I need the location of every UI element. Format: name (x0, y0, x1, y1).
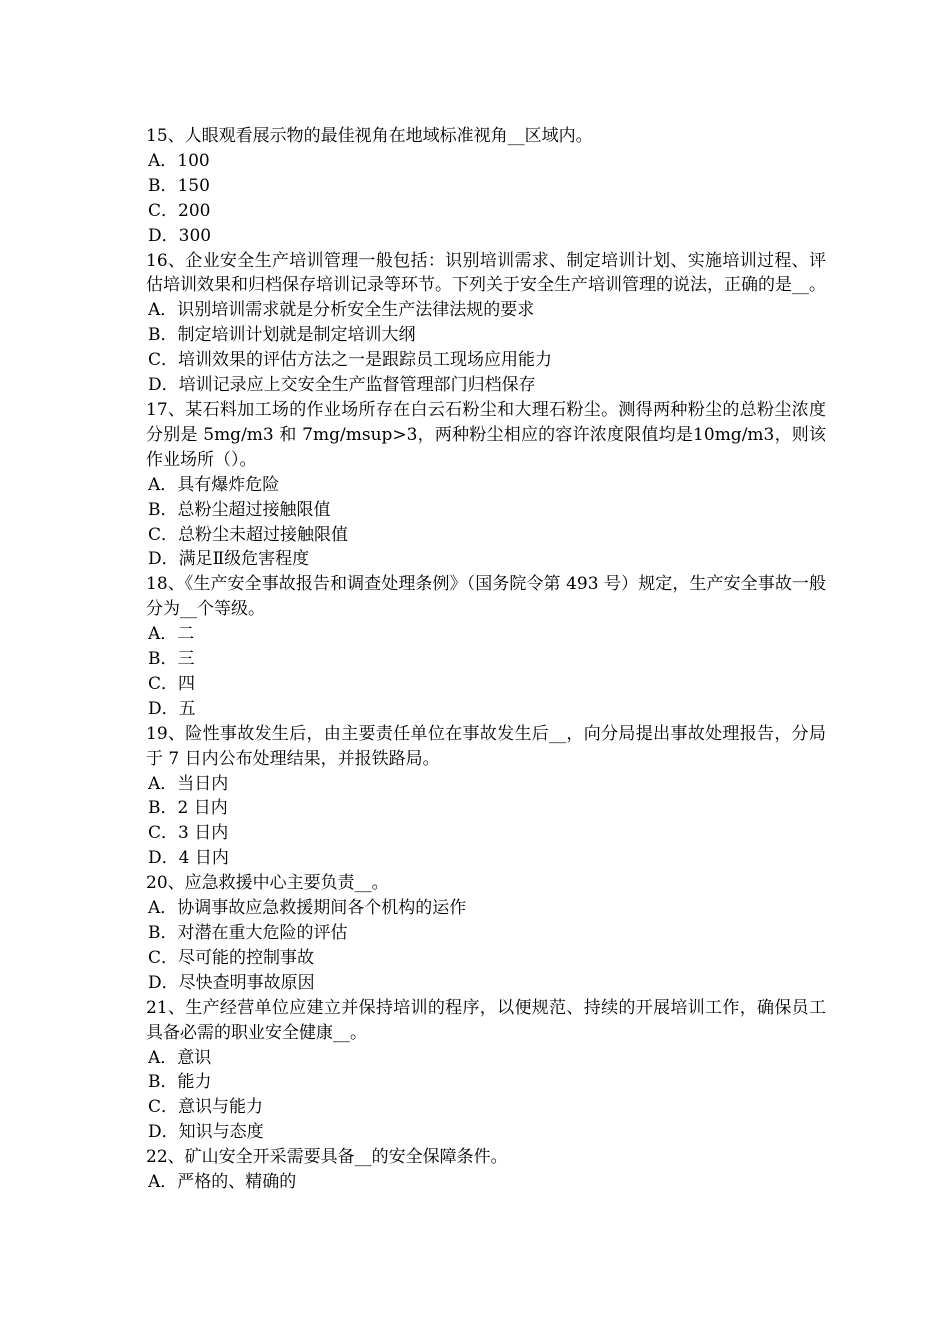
option-a: A．意识 (148, 1047, 212, 1068)
option-a: A．协调事故应急救援期间各个机构的运作 (148, 898, 467, 919)
option-b: B．能力 (148, 1072, 212, 1093)
option-d: D．4 日内 (148, 848, 229, 869)
option-a: A．具有爆炸危险 (148, 474, 280, 495)
question-19 (146, 722, 826, 871)
option-a: A．100 (148, 150, 210, 171)
option-a: A．当日内 (148, 773, 229, 794)
option-d: D．知识与态度 (148, 1122, 264, 1143)
question-21 (146, 996, 826, 1145)
option-b: B．对潜在重大危险的评估 (148, 923, 348, 943)
option-b: B．150 (148, 175, 210, 196)
question-stem: 19、险性事故发生后，由主要责任单位在事故发生后__，向分局提出事故处理报告，分局于 7 日内公布处理结果，并报铁路局。 (146, 723, 826, 769)
option-a: A．识别培训需求就是分析安全生产法律法规的要求 (148, 300, 535, 321)
question-20 (146, 871, 826, 996)
option-a: A．严格的、精确的 (148, 1172, 297, 1193)
question-stem: 17、某石料加工场的作业场所存在白云石粉尘和大理石粉尘。测得两种粉尘的总粉尘浓度分别是 5mg/m3 和 7mg/msup>3，两种粉尘相应的容许浓度限值均是10mg/m3，则该作业场所（）。 (146, 399, 826, 470)
question-list (146, 124, 826, 1195)
option-d: D．五 (148, 698, 196, 719)
option-c: C．培训效果的评估方法之一是跟踪员工现场应用能力 (148, 350, 553, 371)
option-d: D．培训记录应上交安全生产监督管理部门归档保存 (148, 375, 536, 396)
option-d: D．满足Ⅱ级危害程度 (148, 549, 310, 570)
option-d: D．300 (148, 225, 212, 246)
option-d: D．尽快查明事故原因 (148, 972, 315, 993)
question-18 (146, 572, 826, 721)
option-c: C．总粉尘未超过接触限值 (148, 524, 349, 545)
question-17 (146, 398, 826, 572)
option-a: A．二 (148, 624, 195, 645)
question-stem: 20、应急救援中心主要负责__。 (146, 873, 389, 894)
option-b: B．总粉尘超过接触限值 (148, 499, 331, 520)
question-stem: 21、生产经营单位应建立并保持培训的程序，以便规范、持续的开展培训工作，确保员工具备必需的职业安全健康__。 (146, 997, 826, 1043)
question-16 (146, 249, 826, 398)
option-b: B．制定培训计划就是制定培训大纲 (148, 325, 416, 346)
option-b: B．三 (148, 649, 195, 670)
question-stem: 15、人眼观看展示物的最佳视角在地域标准视角__区域内。 (146, 126, 593, 146)
option-c: C．200 (148, 200, 211, 221)
option-c: C．意识与能力 (148, 1097, 264, 1118)
option-b: B．2 日内 (148, 798, 228, 819)
option-c: C．尽可能的控制事故 (148, 947, 315, 968)
option-c: C．3 日内 (148, 823, 229, 844)
question-15 (146, 124, 826, 249)
question-22 (146, 1145, 826, 1195)
option-c: C．四 (148, 673, 196, 694)
question-stem: 22、矿山安全开采需要具备__的安全保障条件。 (146, 1147, 508, 1168)
question-stem: 18、《生产安全事故报告和调查处理条例》（国务院令第 493 号）规定，生产安全事故一般分为__个等级。 (146, 574, 826, 620)
question-stem: 16、企业安全生产培训管理一般包括：识别培训需求、制定培训计划、实施培训过程、评估培训效果和归档保存培训记录等环节。下列关于安全生产培训管理的说法，正确的是__。 (146, 250, 826, 296)
